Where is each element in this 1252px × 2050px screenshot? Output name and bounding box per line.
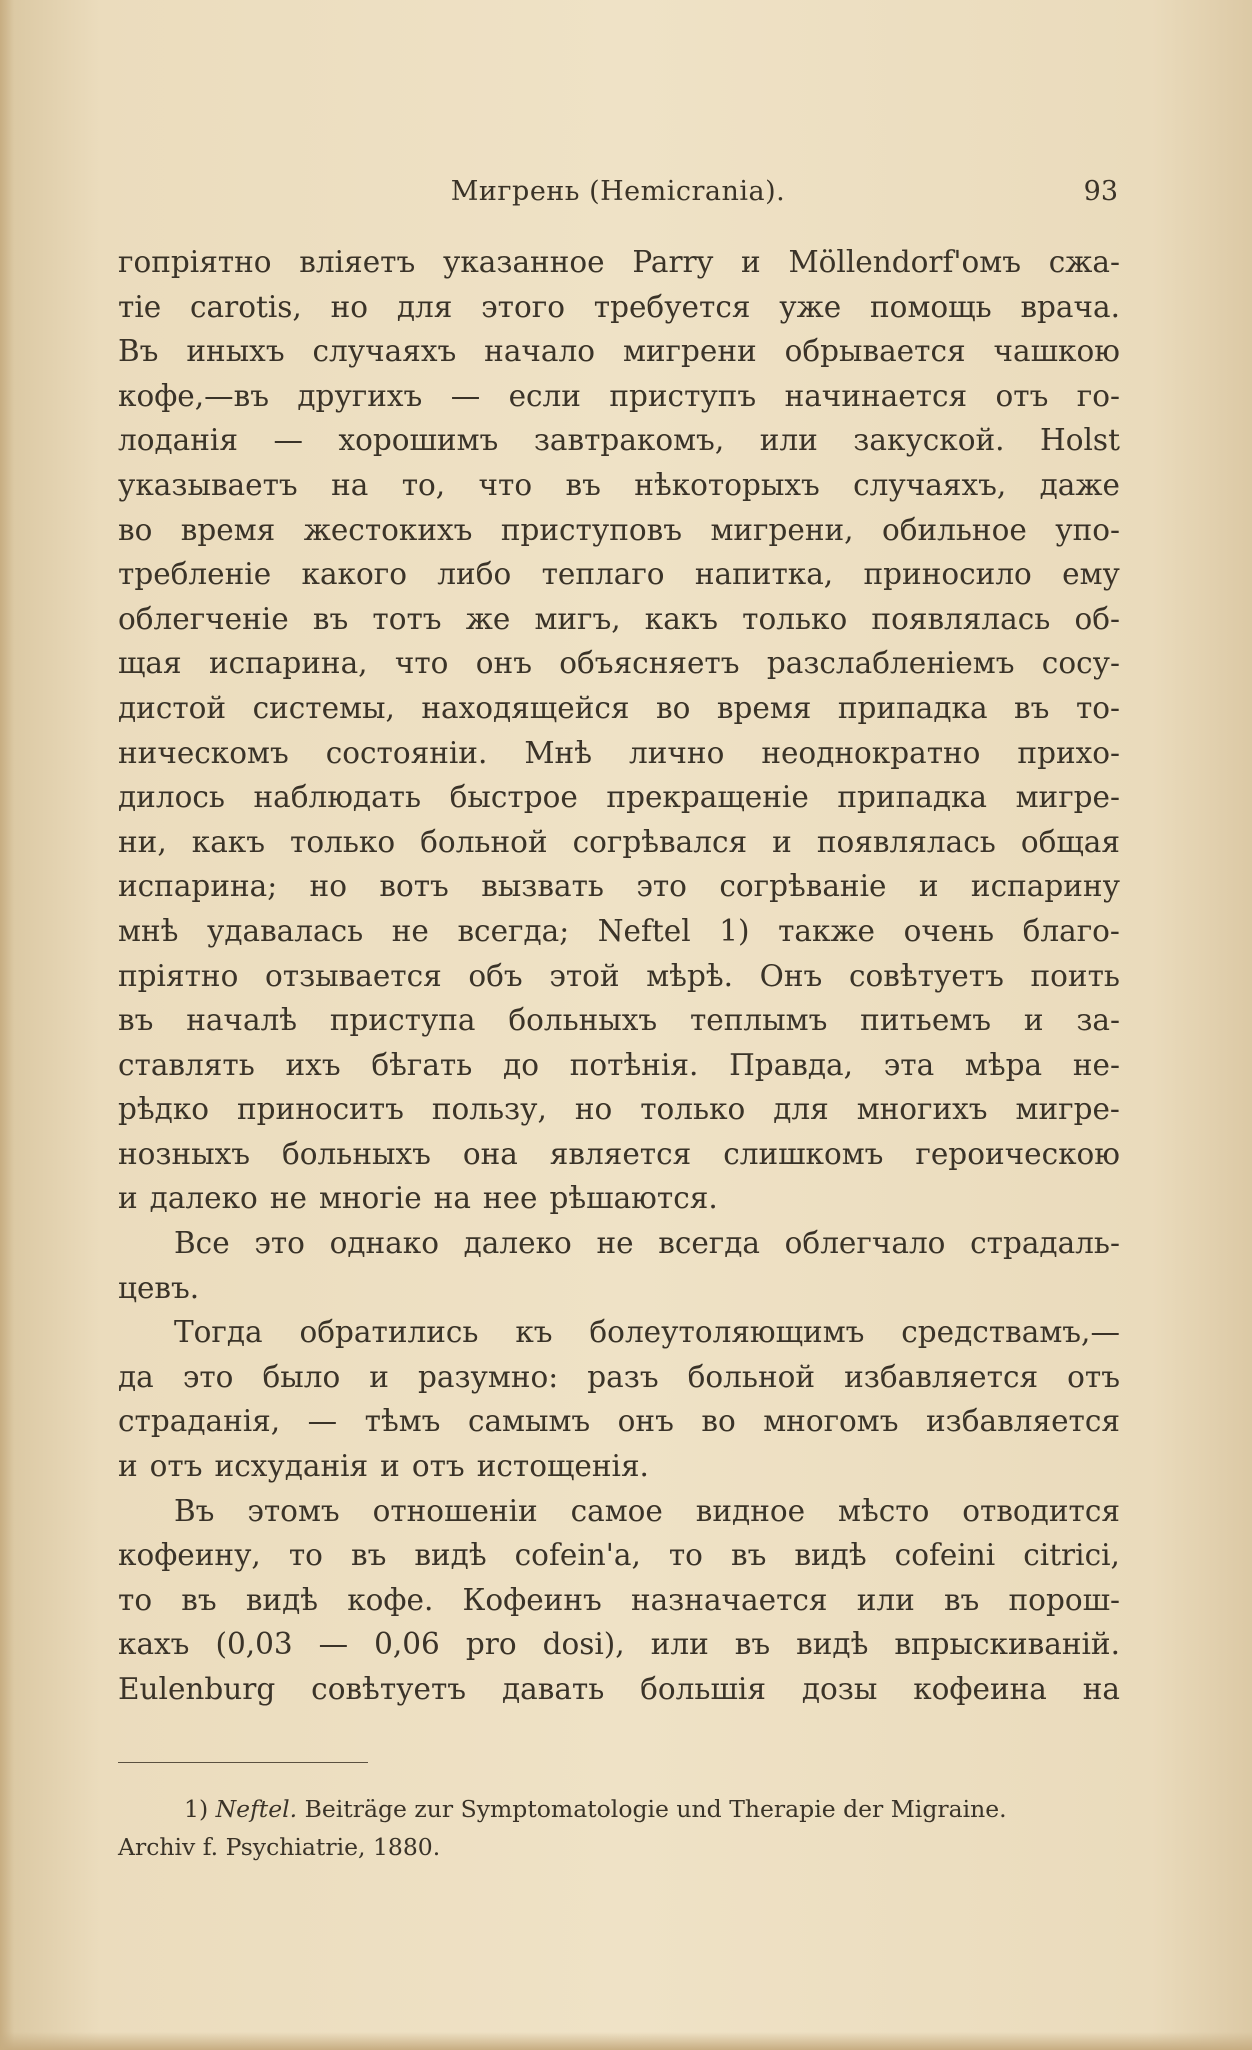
footnote-marker: 1): [184, 1795, 209, 1823]
text-line: во время жестокихъ приступовъ мигрени, обильное упо-: [118, 512, 1120, 547]
text-line: гопріятно вліяетъ указанное Parry и Möllendorf'омъ сжа-: [118, 245, 1120, 279]
footnote-line-1: [118, 1790, 1120, 1828]
footnote-rule: [118, 1762, 368, 1763]
text-line: дистой системы, находящейся во время припадка въ то-: [118, 690, 1120, 725]
text-line: и далеко не многіе на нее рѣшаются.: [118, 1181, 718, 1216]
text-line: Въ этомъ отношеніи самое видное мѣсто отводится: [174, 1493, 1120, 1528]
footnote: [118, 1790, 1120, 1866]
text-line: рѣдко приноситъ пользу, но только для многихъ мигре-: [118, 1092, 1120, 1127]
text-line: то въ видѣ кофе. Кофеинъ назначается или въ порош-: [118, 1582, 1120, 1617]
footnote-author: Neftel.: [215, 1795, 298, 1823]
text-line: Eulenburg совѣтуетъ давать большія дозы кофеина на: [118, 1672, 1120, 1706]
text-line: ническомъ состояніи. Мнѣ лично неоднократно прихо-: [118, 735, 1120, 770]
text-line: мнѣ удавалась не всегда; Neftel 1) также очень благо-: [118, 913, 1120, 948]
page-bottom-shadow: [0, 2032, 1252, 2050]
text-line: ни, какъ только больной согрѣвался и появлялась общая: [118, 824, 1120, 859]
text-line: кофеину, то въ видѣ cofein'a, то въ видѣ cofeini citrici,: [118, 1538, 1120, 1573]
text-line: цевъ.: [118, 1270, 200, 1305]
text-line: страданія, — тѣмъ самымъ онъ во многомъ избавляется: [118, 1404, 1120, 1439]
text-line: Въ иныхъ случаяхъ начало мигрени обрывается чашкою: [118, 334, 1120, 369]
page-number: 93: [1083, 176, 1118, 207]
text-line: щая испарина, что онъ объясняетъ разслабленіемъ сосу-: [118, 646, 1120, 681]
text-line: требленіе какого либо теплаго напитка, приносило ему: [118, 557, 1120, 592]
text-line: тіе carotis, но для этого требуется уже помощь врача.: [118, 289, 1120, 324]
text-line: облегченіе въ тотъ же мигъ, какъ только появлялась об-: [118, 601, 1120, 636]
page-header: [118, 176, 1118, 216]
text-line: и отъ исхуданія и отъ истощенія.: [118, 1449, 649, 1484]
text-line: ставлять ихъ бѣгать до потѣнія. Правда, эта мѣра не-: [118, 1047, 1120, 1082]
running-title: Мигрень (Hemicrania).: [450, 176, 786, 207]
text-line: лоданія — хорошимъ завтракомъ, или закуской. Holst: [118, 423, 1120, 458]
text-line: испарина; но вотъ вызвать это согрѣваніе и испарину: [118, 869, 1120, 904]
text-line: въ началѣ приступа больныхъ теплымъ питьемъ и за-: [118, 1003, 1120, 1038]
text-line: Тогда обратились къ болеутоляющимъ средствамъ,—: [174, 1315, 1120, 1350]
text-line: да это было и разумно: разъ больной избавляется отъ: [118, 1359, 1120, 1394]
body-text: [118, 240, 1120, 1712]
text-line: нозныхъ больныхъ она является слишкомъ героическою: [118, 1136, 1120, 1171]
text-line: кахъ (0,03 — 0,06 pro dosi), или въ видѣ впрыскиваній.: [118, 1627, 1120, 1662]
footnote-line-2: Archiv f. Psychiatrie, 1880.: [118, 1833, 441, 1861]
text-line: Все это однако далеко не всегда облегчало страдаль-: [174, 1226, 1120, 1261]
footnote-title: Beiträge zur Symptomatologie und Therapie der Migraine.: [304, 1795, 1007, 1823]
text-line: кофе,—въ другихъ — если приступъ начинается отъ го-: [118, 378, 1120, 413]
text-line: указываетъ на то, что въ нѣкоторыхъ случаяхъ, даже: [118, 467, 1120, 502]
text-line: пріятно отзывается объ этой мѣрѣ. Онъ совѣтуетъ поить: [118, 958, 1120, 993]
page-edge-shadow: [0, 0, 14, 2050]
text-line: дилось наблюдать быстрое прекращеніе припадка мигре-: [118, 780, 1120, 815]
